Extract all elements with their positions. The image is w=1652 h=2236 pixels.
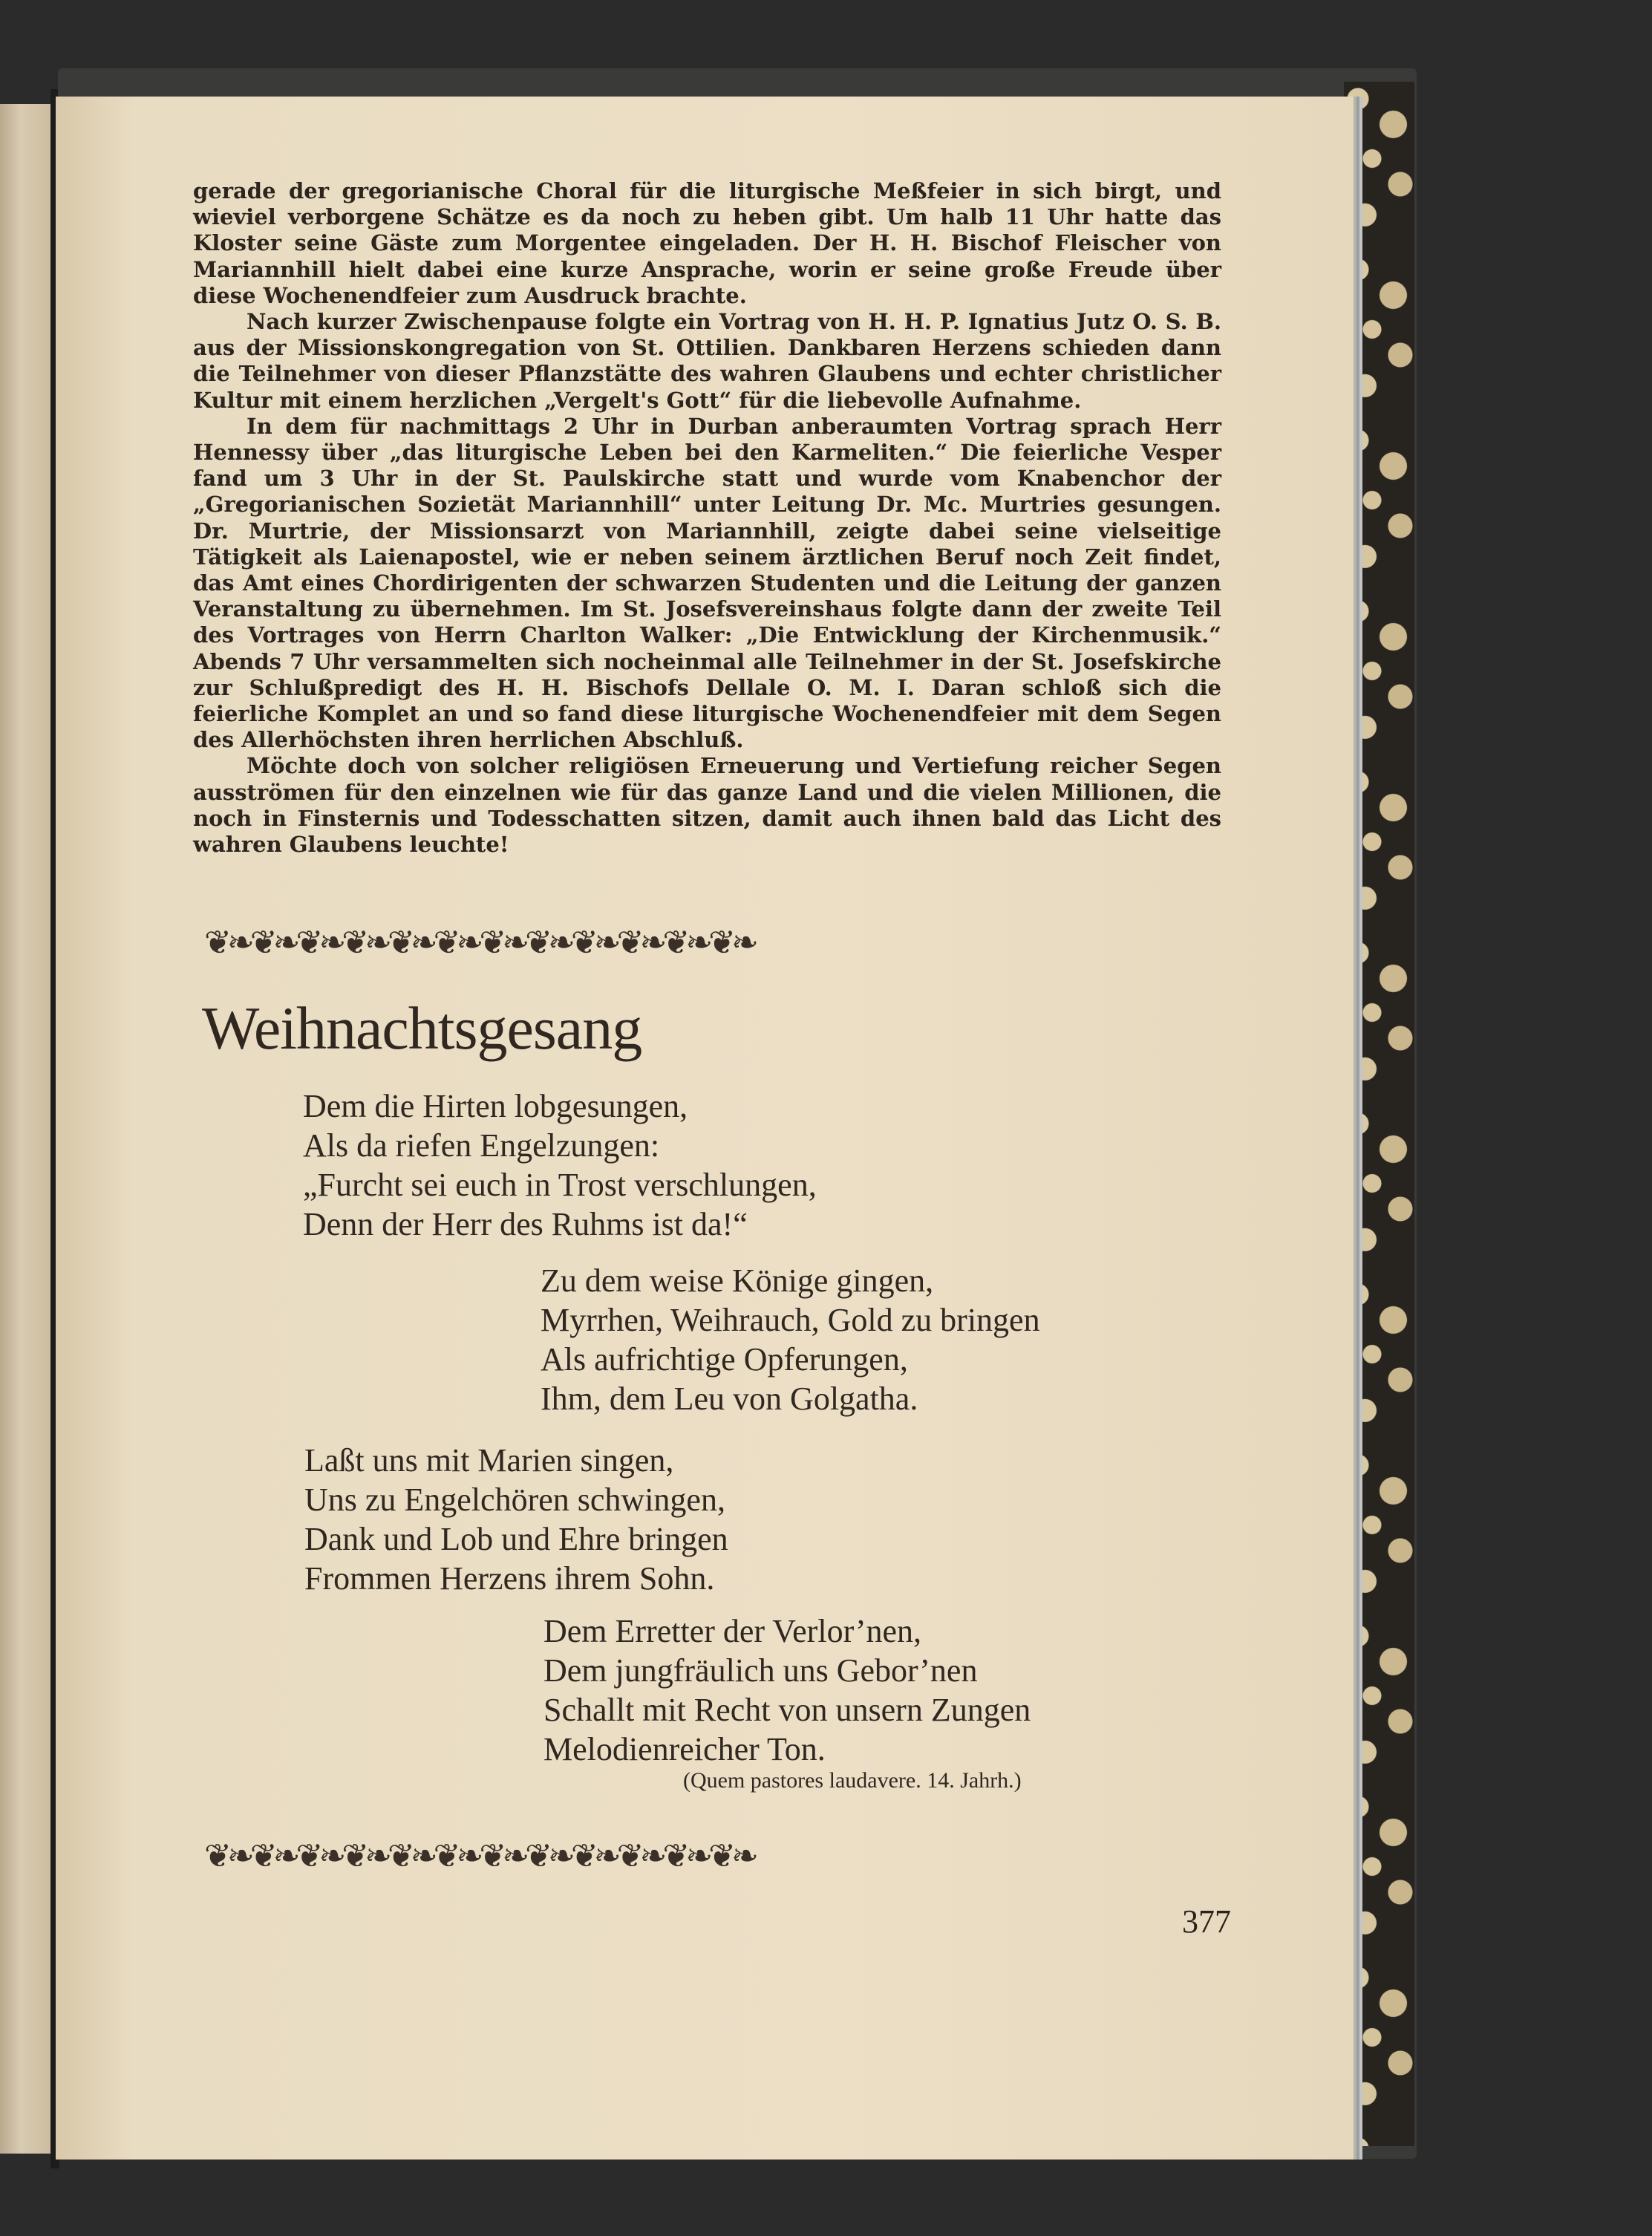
leaf-garland-icon: ❦❧❦❧❦❧❦❧❦❧❦❧❦❧❦❧❦❧❦❧❦❧❦❧ <box>204 925 754 962</box>
paragraph: In dem für nachmittags 2 Uhr in Durban anberaumten Vortrag sprach Herr Hennessy über „das liturgische Leben bei den Karmeliten.“ Die feierliche Vesper fand um 3 Uhr in der St. Paulskirche statt und wurde vom Knabenchor der „Gregorianischen Sozietät Mariannhill“ unter Leitung Dr. Mc. Murtries gesungen. Dr. Murtrie, der Missionsarzt von Mariannhill, zeigte dabei seine vielseitige Tätigkeit als Laienapostel, wie er neben seinem ärztlichen Beruf noch Zeit findet, das Amt eines Chordirigenten der schwarzen Studenten und die Leitung der ganzen Veranstaltung zu übernehmen. Im St. Josefsvereinshaus folgte dann der zweite Teil des Vortrages von Herrn Charlton Walker: „Die Entwicklung der Kirchenmusik.“ Abends 7 Uhr versammelten sich nocheinmal alle Teilnehmer in der St. Josefskirche zur Schlußpredigt des H. H. Bischofs Dellale O. M. I. Daran schloß sich die feierliche Komplet an und so fand diese liturgische Wochenendfeier mit dem Segen des Allerhöchsten ihren herrlichen Abschluß. <box>193 413 1221 753</box>
poem-title: Weihnachtsgesang <box>202 994 642 1062</box>
poem-stanza-1 <box>303 1086 817 1244</box>
poem-line: Dank und Lob und Ehre bringen <box>304 1521 728 1557</box>
page-number: 377 <box>1182 1903 1231 1940</box>
poem-line: Frommen Herzens ihrem Sohn. <box>304 1560 715 1597</box>
poem-line: Dem Erretter der Verlor’nen, <box>543 1613 922 1649</box>
poem-line: Denn der Herr des Ruhms ist da!“ <box>303 1206 748 1242</box>
poem-stanza-2 <box>541 1261 1040 1418</box>
poem-stanza-3 <box>304 1441 728 1598</box>
poem-line: Zu dem weise Könige gingen, <box>541 1262 934 1299</box>
poem-line: Myrrhen, Weihrauch, Gold zu bringen <box>541 1302 1040 1338</box>
ornament-divider-bottom <box>204 1838 1229 1875</box>
poem-stanza-4 <box>543 1611 1031 1769</box>
paragraph: Möchte doch von solcher religiösen Erneuerung und Vertiefung reicher Segen ausströmen für den einzelnen wie für das ganze Land und die vielen Millionen, die noch in Finsternis und Todesschatten sitzen, damit auch ihnen bald das Licht des wahren Glaubens leuchte! <box>193 753 1221 858</box>
poem-line: „Furcht sei euch in Trost verschlungen, <box>303 1167 817 1203</box>
poem-line: Schallt mit Recht von unsern Zungen <box>543 1692 1031 1728</box>
poem-line: Dem die Hirten lobgesungen, <box>303 1088 688 1124</box>
poem-line: Als aufrichtige Opferungen, <box>541 1341 908 1378</box>
leaf-garland-icon: ❦❧❦❧❦❧❦❧❦❧❦❧❦❧❦❧❦❧❦❧❦❧❦❧ <box>204 1838 754 1875</box>
article-text <box>193 178 1221 858</box>
poem-line: Als da riefen Engelzungen: <box>303 1127 660 1164</box>
marbled-cover-edge <box>1344 82 1414 2146</box>
previous-page-edge <box>0 104 50 2154</box>
paragraph: gerade der gregorianische Choral für die liturgische Meßfeier in sich birgt, und wieviel verborgene Schätze es da noch zu heben gibt. Um halb 11 Uhr hatte das Kloster seine Gäste zum Morgentee eingeladen. Der H. H. Bischof Fleischer von Mariannhill hielt dabei eine kurze Ansprache, worin er seine große Freude über diese Wochenendfeier zum Ausdruck brachte. <box>193 178 1221 308</box>
poem-source: (Quem pastores laudavere. 14. Jahrh.) <box>683 1768 1022 1793</box>
poem-line: Ihm, dem Leu von Golgatha. <box>541 1381 918 1417</box>
paragraph: Nach kurzer Zwischenpause folgte ein Vortrag von H. H. P. Ignatius Jutz O. S. B. aus der Missionskongregation von St. Ottilien. Dankbaren Herzens schieden dann die Teilnehmer von dieser Pflanzstätte des wahren Glaubens und echter christlicher Kultur mit einem herzlichen „Vergelt's Gott“ für die liebevolle Aufnahme. <box>193 309 1221 413</box>
ornament-divider-top <box>204 925 1229 962</box>
poem-line: Uns zu Engelchören schwingen, <box>304 1482 725 1518</box>
poem-line: Melodienreicher Ton. <box>543 1731 826 1767</box>
poem-line: Dem jungfräulich uns Gebor’nen <box>543 1652 978 1689</box>
poem-line: Laßt uns mit Marien singen, <box>304 1442 674 1479</box>
